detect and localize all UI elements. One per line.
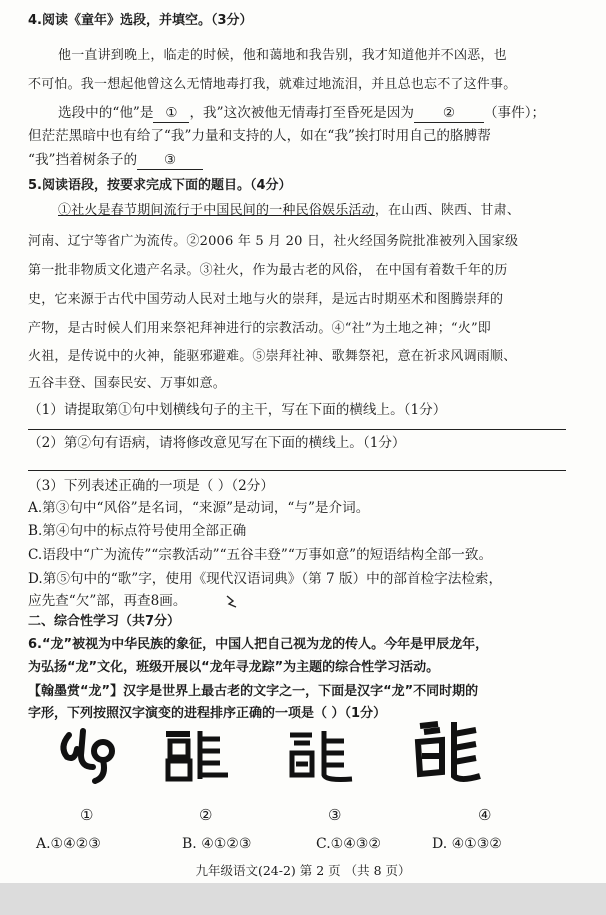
- q4-blank-1[interactable]: ①: [153, 104, 189, 123]
- q5-passage-line-6: 火祖，是传说中的火神，能驱邪避难。⑤崇拜社神、歌舞祭祀，意在祈求风调雨顺、: [28, 349, 517, 364]
- q5-sub2: （2）第②句有语病，请将修改意见写在下面的横线上。（1分）: [28, 435, 406, 451]
- q5-sub1: （1）请提取第①句中划横线句子的主干，写在下面的横线上。（1分）: [28, 402, 447, 418]
- q5-passage-line-2: 河南、辽宁等省广为流传。②2006 年 5 月 20 日，社火经国务院批准被列入国家级: [28, 234, 519, 249]
- q4-question-line-1: [58, 104, 588, 123]
- q4-text-c: （事件）；: [483, 105, 546, 121]
- answer-line-2[interactable]: [28, 470, 566, 471]
- glyph-label-4: ④: [478, 806, 492, 824]
- q4-text-e: “我”挡着树条子的: [28, 152, 138, 168]
- q4-passage-line-1: 他一直讲到晚上，临走的时候，他和蔼地和我告别，我才知道他并不凶恶，也: [58, 48, 507, 63]
- q4-text-b: ，我”这次被他无情毒打至昏死是因为: [189, 105, 414, 121]
- dragon-glyph-regular-icon: [410, 718, 486, 784]
- answer-line-1[interactable]: [28, 429, 566, 430]
- q4-blank-2[interactable]: ②: [414, 104, 484, 123]
- bottom-band: [0, 883, 606, 915]
- q5-passage-line-1: [58, 202, 588, 220]
- q5-passage-line-5: 产物，是古时候人们用来祭祀拜神进行的宗教活动。④“社”为土地之神；“火”即: [28, 321, 491, 336]
- q6-line-4: 字形，下列按照汉字演变的进程排序正确的一项是（ ）（1分）: [28, 706, 387, 721]
- section-2-title: 二、综合性学习（共7分）: [28, 614, 181, 629]
- q4-text-a: 选段中的“他”是: [58, 105, 154, 121]
- q4-blank-3[interactable]: ③: [137, 151, 203, 170]
- q5-title: 5.阅读语段，按要求完成下面的题目。（4分）: [28, 178, 292, 193]
- q5-underlined-sentence: ①社火是春节期间流行于中国民间的一种民俗娱乐活动: [58, 203, 375, 218]
- q5-option-b: B.第④句中的标点符号使用全部正确: [28, 523, 247, 539]
- q5-passage-line-7: 五谷丰登、国泰民安、万事如意。: [28, 376, 227, 391]
- q5-option-c: C.语段中“广为流传”“宗教活动”“五谷丰登”“万事如意”的短语结构全部一致。: [28, 547, 493, 563]
- q6-option-d[interactable]: D. ④①③②: [432, 836, 502, 852]
- q4-passage-line-2: 不可怕。我一想起他曾这么无情地毒打我，就难过地流泪，并且总也忘不了这件事。: [28, 77, 517, 92]
- glyph-label-1: ①: [80, 806, 94, 824]
- q5-passage-line-4: 史，它来源于古代中国劳动人民对土地与火的崇拜，是远古时期巫术和图腾崇拜的: [28, 292, 504, 307]
- q5-sub3: （3）下列表述正确的一项是（ ）（2分）: [28, 478, 274, 494]
- dragon-glyph-clerical-icon: [282, 725, 364, 785]
- q4-question-line-3: [28, 151, 588, 170]
- dragon-glyph-seal-icon: [160, 725, 242, 785]
- q5-option-d-line-2: 应先查“欠”部，再查8画。: [28, 593, 187, 609]
- q4-title: 4.阅读《童年》选段，并填空。（3分）: [28, 13, 253, 28]
- q5-passage-line-1-rest: ，在山西、陕西、甘肃、: [374, 203, 521, 218]
- glyph-label-2: ②: [199, 806, 213, 824]
- page-footer: 九年级语文(24-2) 第 2 页 （共 8 页）: [195, 863, 411, 878]
- q5-option-a: A.第③句中“风俗”是名词，“来源”是动词，“与”是介词。: [28, 500, 370, 516]
- q6-option-c[interactable]: C.①④③②: [316, 836, 381, 852]
- q6-option-a[interactable]: A.①④②③: [36, 836, 101, 852]
- q6-line-3: 【翰墨赏“龙”】汉字是世界上最古老的文字之一，下面是汉字“龙”不同时期的: [28, 684, 479, 699]
- pen-mark-icon: [224, 592, 242, 610]
- q5-option-d-line-1: D.第⑤句中的“歌”字，使用《现代汉语词典》（第 7 版）中的部首检字法检索，: [28, 571, 503, 587]
- dragon-glyph-oracle-icon: [55, 725, 137, 785]
- q6-line-2: 为弘扬“龙”文化，班级开展以“龙年寻龙踪”为主题的综合性学习活动。: [28, 660, 440, 675]
- glyph-label-3: ③: [328, 806, 342, 824]
- q4-question-line-2: 但茫茫黑暗中也有给了“我”力量和支持的人，如在“我”挨打时用自己的胳膊帮: [28, 128, 491, 144]
- q5-passage-line-3: 第一批非物质文化遗产名录。③社火，作为最古老的风俗， 在中国有着数千年的历: [28, 263, 508, 278]
- q6-option-b[interactable]: B. ④①②③: [182, 836, 252, 852]
- q6-line-1: 6.“龙”被视为中华民族的象征，中国人把自己视为龙的传人。今年是甲辰龙年，: [28, 637, 489, 652]
